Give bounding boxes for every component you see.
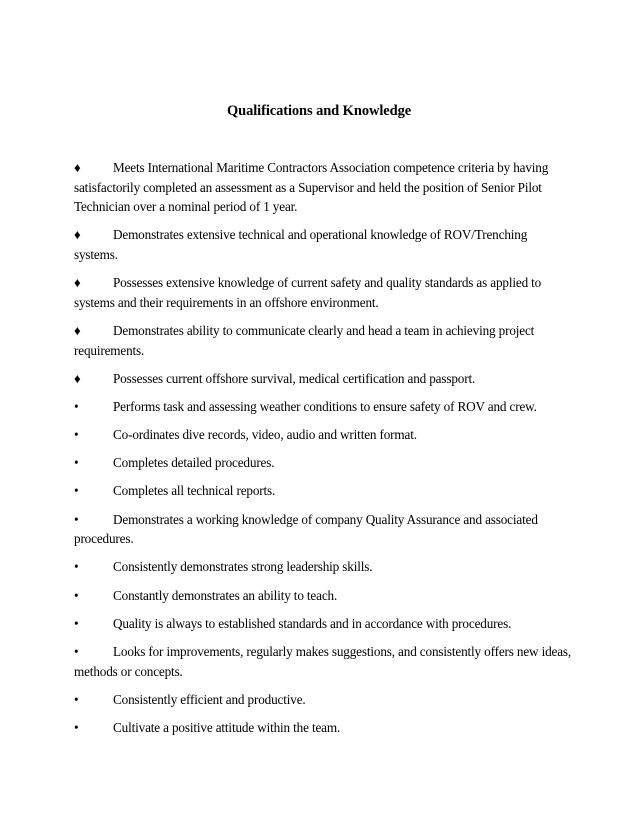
list-item <box>74 158 574 217</box>
bullet-icon: • <box>74 719 79 735</box>
list-item-text: Meets International Maritime Contractors Association competence criteria by having satisfactorily completed an assessment as a Supervisor and held the position of Senior Pilot Technician over a nominal period of 1 year. <box>74 160 549 215</box>
list-item <box>74 453 574 473</box>
list-item <box>74 273 574 312</box>
bullet-icon: • <box>74 511 79 527</box>
list-item-text: Possesses extensive knowledge of current safety and quality standards as applied to systems and their requirements in an offshore environment. <box>74 275 542 310</box>
list-item <box>74 321 574 360</box>
diamond-bullet-icon: ♦ <box>74 275 81 291</box>
list-item <box>74 510 574 549</box>
list-item <box>74 557 574 577</box>
list-item <box>74 369 574 389</box>
bullet-icon: • <box>74 587 79 603</box>
list-item-text: Cultivate a positive attitude within the team. <box>113 719 341 735</box>
list-item-text: Demonstrates a working knowledge of company Quality Assurance and associated procedures. <box>74 511 538 547</box>
list-item <box>74 397 574 417</box>
list-item <box>74 690 574 710</box>
qualifications-list <box>74 158 574 738</box>
list-item <box>74 614 574 634</box>
list-item <box>74 718 574 738</box>
list-item-text: Completes detailed procedures. <box>113 455 275 471</box>
bullet-icon: • <box>74 398 79 414</box>
list-item <box>74 225 574 264</box>
list-item-text: Constantly demonstrates an ability to teach. <box>113 587 338 603</box>
diamond-bullet-icon: ♦ <box>74 322 81 338</box>
bullet-icon: • <box>74 559 79 575</box>
list-item-text: Performs task and assessing weather conditions to ensure safety of ROV and crew. <box>113 398 537 414</box>
list-item-text: Co-ordinates dive records, video, audio and written format. <box>113 427 417 443</box>
list-item-text: Demonstrates extensive technical and operational knowledge of ROV/Trenching systems. <box>74 227 528 262</box>
bullet-icon: • <box>74 615 79 631</box>
bullet-icon: • <box>74 427 79 443</box>
bullet-icon: • <box>74 483 79 499</box>
list-item-text: Demonstrates ability to communicate clearly and head a team in achieving project requirements. <box>74 322 535 358</box>
diamond-bullet-icon: ♦ <box>74 227 81 243</box>
list-item-text: Consistently efficient and productive. <box>113 691 306 707</box>
list-item <box>74 425 574 445</box>
diamond-bullet-icon: ♦ <box>74 160 81 175</box>
list-item-text: Completes all technical reports. <box>113 483 276 499</box>
bullet-icon: • <box>74 644 79 659</box>
list-item <box>74 586 574 606</box>
list-item <box>74 481 574 501</box>
diamond-bullet-icon: ♦ <box>74 370 81 386</box>
list-item-text: Looks for improvements, regularly makes suggestions, and consistently offers new ideas, methods or concepts. <box>74 644 572 679</box>
bullet-icon: • <box>74 455 79 471</box>
list-item-text: Possesses current offshore survival, medical certification and passport. <box>113 370 476 386</box>
list-item <box>74 642 574 681</box>
bullet-icon: • <box>74 691 79 707</box>
list-item-text: Consistently demonstrates strong leadership skills. <box>113 559 373 575</box>
list-item-text: Quality is always to established standards and in accordance with procedures. <box>113 615 512 631</box>
document-title: Qualifications and Knowledge <box>226 103 412 119</box>
